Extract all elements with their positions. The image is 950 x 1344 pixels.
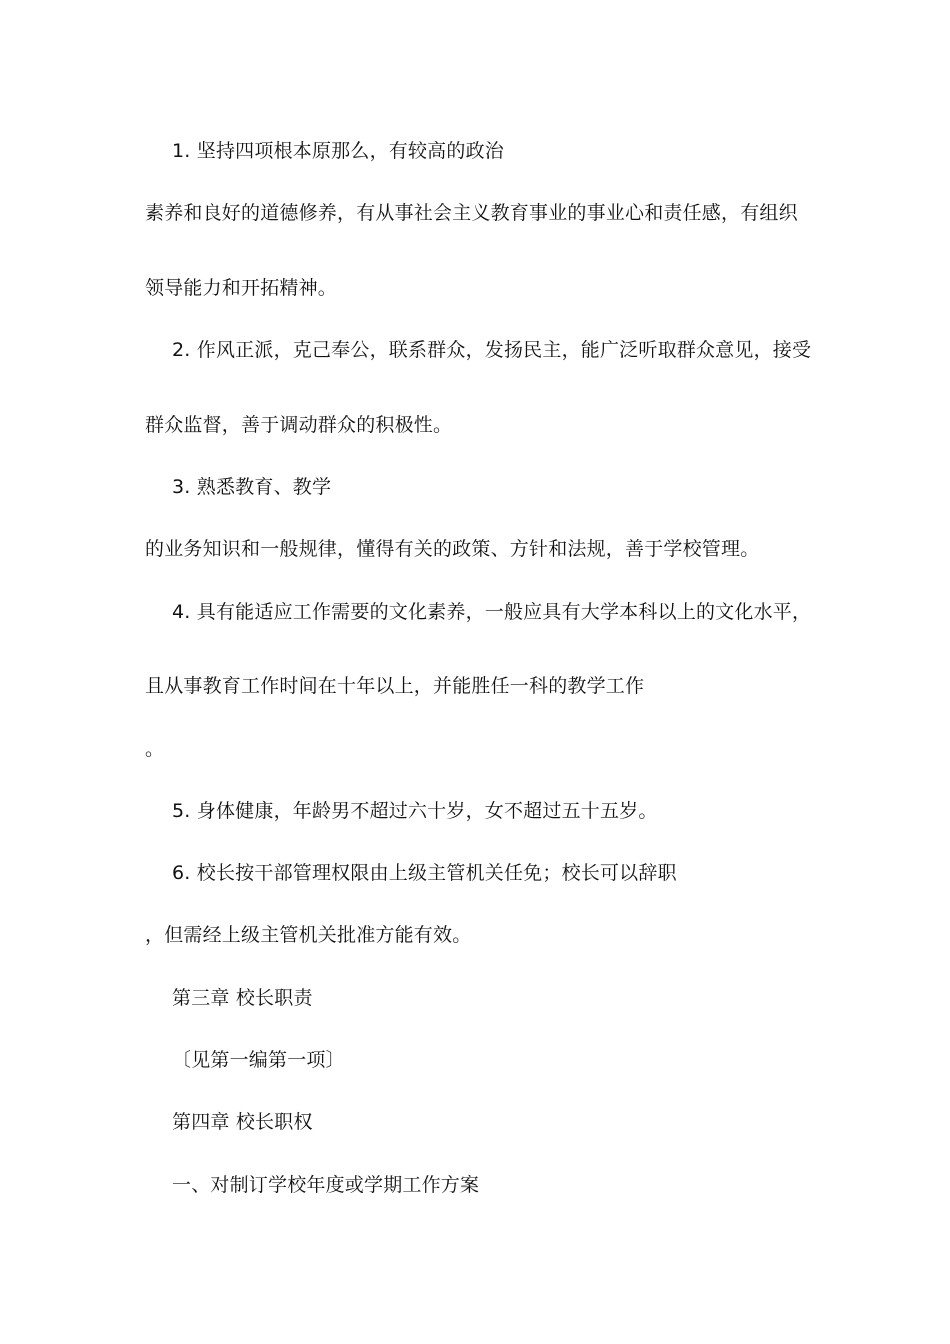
chapter-4-item-1: 一、对制订学校年度或学期工作方案	[172, 1174, 480, 1196]
paragraph-2-start: 2. 作风正派，克己奉公，联系群众，发扬民主，能广泛听取群众意见，接受	[172, 339, 812, 361]
paragraph-5: 5. 身体健康，年龄男不超过六十岁，女不超过五十五岁。	[172, 800, 658, 822]
paragraph-4-line-3: 。	[145, 738, 165, 760]
chapter-4-heading: 第四章 校长职权	[172, 1111, 313, 1133]
paragraph-1-line-3: 领导能力和开拓精神。	[145, 277, 338, 299]
paragraph-3-start: 3. 熟悉教育、教学	[172, 476, 332, 498]
paragraph-6-start: 6. 校长按干部管理权限由上级主管机关任免；校长可以辞职	[172, 862, 677, 884]
paragraph-6-line-2: ，但需经上级主管机关批准方能有效。	[145, 924, 472, 946]
paragraph-4-line-2: 且从事教育工作时间在十年以上，并能胜任一科的教学工作	[145, 675, 645, 697]
paragraph-2-line-2: 群众监督，善于调动群众的积极性。	[145, 414, 453, 436]
chapter-3-note: 〔见第一编第一项〕	[172, 1049, 345, 1071]
paragraph-4-start: 4. 具有能适应工作需要的文化素养，一般应具有大学本科以上的文化水平，	[172, 601, 812, 623]
paragraph-3-line-2: 的业务知识和一般规律，懂得有关的政策、方针和法规，善于学校管理。	[145, 538, 760, 560]
paragraph-1-line-2: 素养和良好的道德修养，有从事社会主义教育事业的事业心和责任感，有组织	[145, 202, 798, 224]
chapter-3-heading: 第三章 校长职责	[172, 987, 313, 1009]
paragraph-1-start: 1. 坚持四项根本原那么，有较高的政治	[172, 140, 504, 162]
